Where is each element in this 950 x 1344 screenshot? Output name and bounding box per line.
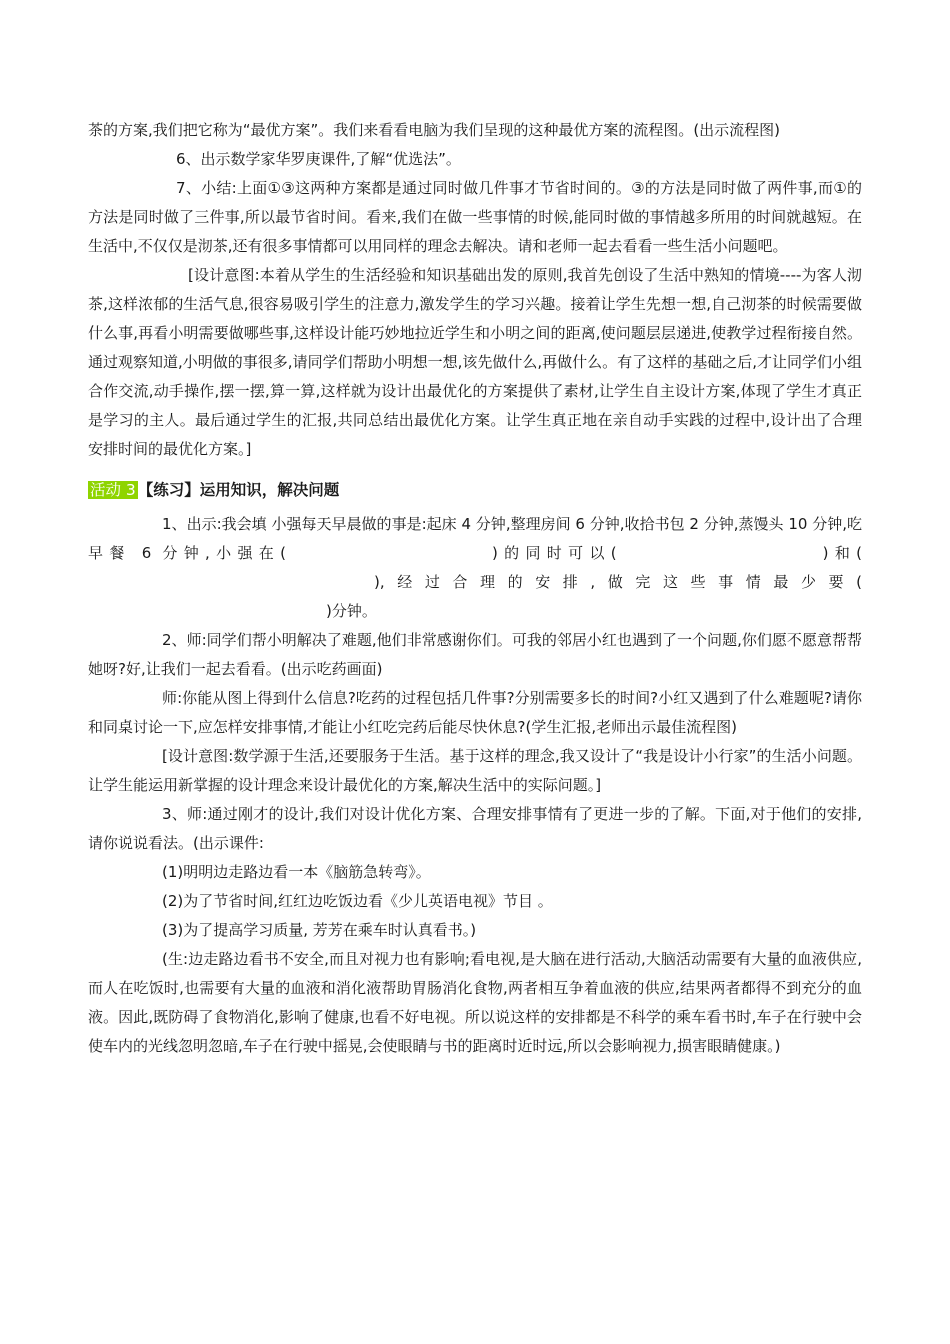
section-heading	[88, 476, 862, 504]
exercise-1	[88, 510, 862, 626]
exercise-1-lead: 1、出示:我会填 小强每天早晨做的事是:起床 4 分钟,整理房间 6 分钟,收拾书包 2 分钟,蒸馒头 10 分钟,吃早餐 6 分钟,小强在(	[88, 515, 862, 562]
exercise-1-mid1: )的同时可以(	[491, 544, 617, 562]
exercise-3-item-2: (2)为了节省时间,红红边吃饭边看《少儿英语电视》节目 。	[162, 892, 553, 910]
exercise-3-item-1: (1)明明边走路边看一本《脑筋急转弯》。	[162, 863, 431, 881]
exercise-2-intro: 2、师:同学们帮小明解决了难题,他们非常感谢你们。可我的邻居小红也遇到了一个问题,你们愿不愿意帮帮她呀?好,让我们一起去看看。(出示吃药画面)	[88, 631, 862, 678]
exercise-3-item-3: (3)为了提高学习质量, 芳芳在乘车时认真看书。)	[162, 921, 477, 939]
exercise-1-mid2: )和(	[822, 544, 862, 562]
exercise-1-mid3: ),经过合理的安排,做完这些事情最少要(	[374, 573, 862, 591]
paragraph-hua-luogeng: 6、出示数学家华罗庚课件,了解“优选法”。	[176, 150, 461, 168]
document-page	[88, 116, 862, 1061]
section-title: 【练习】运用知识，解决问题	[137, 481, 340, 499]
paragraph-summary: 7、小结:上面①③这两种方案都是通过同时做几件事才节省时间的。③的方法是同时做了两件事,而①的方法是同时做了三件事,所以最节省时间。看来,我们在做一些事情的时候,能同时做的事情越多所用的时间就越短。在生活中,不仅仅是沏茶,还有很多事情都可以用同样的理念去解决。请和老师一起去看看一些生活小问题吧。	[88, 179, 862, 255]
paragraph-design-intent-1: [设计意图:本着从学生的生活经验和知识基础出发的原则,我首先创设了生活中熟知的情境----为客人沏茶,这样浓郁的生活气息,很容易吸引学生的注意力,激发学生的学习兴趣。接着让学生先想一想,自己沏茶的时候需要做什么事,再看小明需要做哪些事,这样设计能巧妙地拉近学生和小明之间的距离,使问题层层递进,使教学过程衔接自然。通过观察知道,小明做的事很多,请同学们帮助小明想一想,该先做什么,再做什么。有了这样的基础之后,才让同学们小组合作交流,动手操作,摆一摆,算一算,这样就为设计出最优化的方案提供了素材,让学生自主设计方案,体现了学生才真正是学习的主人。最后通过学生的汇报,共同总结出最优化方案。让学生真正地在亲自动手实践的过程中,设计出了合理安排时间的最优化方案。]	[88, 266, 862, 458]
paragraph-best-plan: 茶的方案,我们把它称为“最优方案”。我们来看看电脑为我们呈现的这种最优方案的流程图。(出示流程图)	[88, 121, 781, 139]
exercise-3-answer: (生:边走路边看书不安全,而且对视力也有影响;看电视,是大脑在进行活动,大脑活动需要有大量的血液供应,而人在吃饭时,也需要有大量的血液和消化液帮助胃肠消化食物,两者相互争着血液的供应,结果两者都得不到充分的血液。因此,既防碍了食物消化,影响了健康,也看不好电视。所以说这样的安排都是不科学的乘车看书时,车子在行驶中会使车内的光线忽明忽暗,车子在行驶中摇晃,会使眼睛与书的距离时近时远,所以会影响视力,损害眼睛健康。)	[88, 950, 862, 1055]
paragraph-design-intent-2: [设计意图:数学源于生活,还要服务于生活。基于这样的理念,我又设计了“我是设计小行家”的生活小问题。让学生能运用新掌握的设计理念来设计最优化的方案,解决生活中的实际问题。]	[88, 747, 862, 794]
exercise-1-tail: )分钟。	[326, 602, 377, 620]
exercise-2-question: 师:你能从图上得到什么信息?吃药的过程包括几件事?分别需要多长的时间?小红又遇到了什么难题呢?请你和同桌讨论一下,应怎样安排事情,才能让小红吃完药后能尽快休息?(学生汇报,老师出示最佳流程图)	[88, 689, 862, 736]
activity-tag: 活动 3	[90, 481, 136, 499]
exercise-3-intro: 3、师:通过刚才的设计,我们对设计优化方案、合理安排事情有了更进一步的了解。下面,对于他们的安排,请你说说看法。(出示课件:	[88, 805, 862, 852]
